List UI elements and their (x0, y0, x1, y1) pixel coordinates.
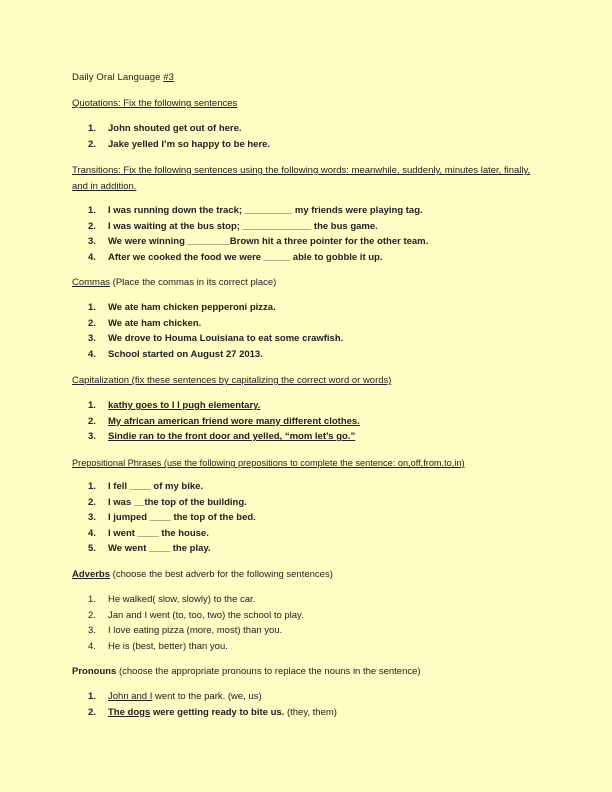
list-item: 2. Jan and I went (to, too, two) the school to play. (88, 609, 304, 621)
list-item: 3. I jumped ____ the top of the bed. (88, 512, 256, 523)
pronouns-heading: Pronouns (choose the appropriate pronouns to replace the nouns in the sentence) (72, 666, 421, 677)
title-number: #3 (163, 72, 175, 83)
transitions-list (72, 203, 542, 265)
list-item: 1. We ate ham chicken pepperoni pizza. (88, 302, 276, 313)
list-item: 4. I went ____ the house. (88, 527, 209, 539)
list-item: 2. Jake yelled I’m so happy to be here. (88, 138, 271, 150)
capitalization-list (72, 398, 542, 445)
prepositional-list (72, 479, 542, 557)
list-item: 2. The dogs were getting ready to bite us. (they, them) (88, 706, 337, 718)
list-item: 1. I was running down the track; _________ my friends were playing tag. (88, 205, 423, 216)
list-item: 2. My african american friend wore many different clothes. (88, 415, 360, 427)
commas-list (72, 300, 542, 362)
adverbs-heading: Adverbs (choose the best adverb for the following sentences) (72, 569, 333, 580)
quotations-list (72, 121, 542, 152)
list-item: 1. I fell ____ of my bike. (88, 481, 204, 492)
pronouns-list (72, 689, 542, 720)
list-item: 3. We drove to Houma Louisiana to eat some crawfish. (88, 333, 344, 344)
list-item: 5. We went ____ the play. (88, 543, 211, 554)
list-item: 3. We were winning ________Brown hit a three pointer for the other team. (88, 236, 429, 247)
commas-heading: Commas (Place the commas in its correct place) (72, 277, 277, 288)
prepositional-heading: Prepositional Phrases (use the following prepositions to complete the sentence: on,off,from,to,in) (72, 458, 465, 468)
document-title (72, 72, 174, 83)
list-item: 1. kathy goes to l l pugh elementary. (88, 400, 261, 411)
capitalization-heading: Capitalization (fix these sentences by capitalizing the correct word or words) (72, 375, 392, 386)
title-prefix: Daily Oral Language (72, 72, 164, 83)
list-item: 4. School started on August 27 2013. (88, 348, 263, 360)
quotations-heading: Quotations: Fix the following sentences (72, 98, 238, 109)
list-item: 4. After we cooked the food we were _____ able to gobble it up. (88, 251, 383, 263)
list-item: 1. John and I went to the park. (we, us) (88, 691, 262, 702)
list-item: 3. Sindie ran to the front door and yelled, “mom let’s go.” (88, 431, 356, 442)
list-item: 3. I love eating pizza (more, most) than you. (88, 625, 283, 636)
list-item: 2. We ate ham chicken. (88, 317, 202, 329)
list-item: 1. John shouted get out of here. (88, 123, 242, 134)
list-item: 2. I was waiting at the bus stop; _____________ the bus game. (88, 220, 378, 232)
list-item: 2. I was __the top of the building. (88, 496, 247, 508)
adverbs-list (72, 592, 542, 654)
transitions-heading: Transitions: Fix the following sentences using the following words: meanwhile, suddenly, minutes later, finally, and in addition. (72, 165, 531, 192)
list-item: 4. He is (best, better) than you. (88, 640, 228, 652)
list-item: 1. He walked( slow, slowly) to the car. (88, 594, 256, 605)
